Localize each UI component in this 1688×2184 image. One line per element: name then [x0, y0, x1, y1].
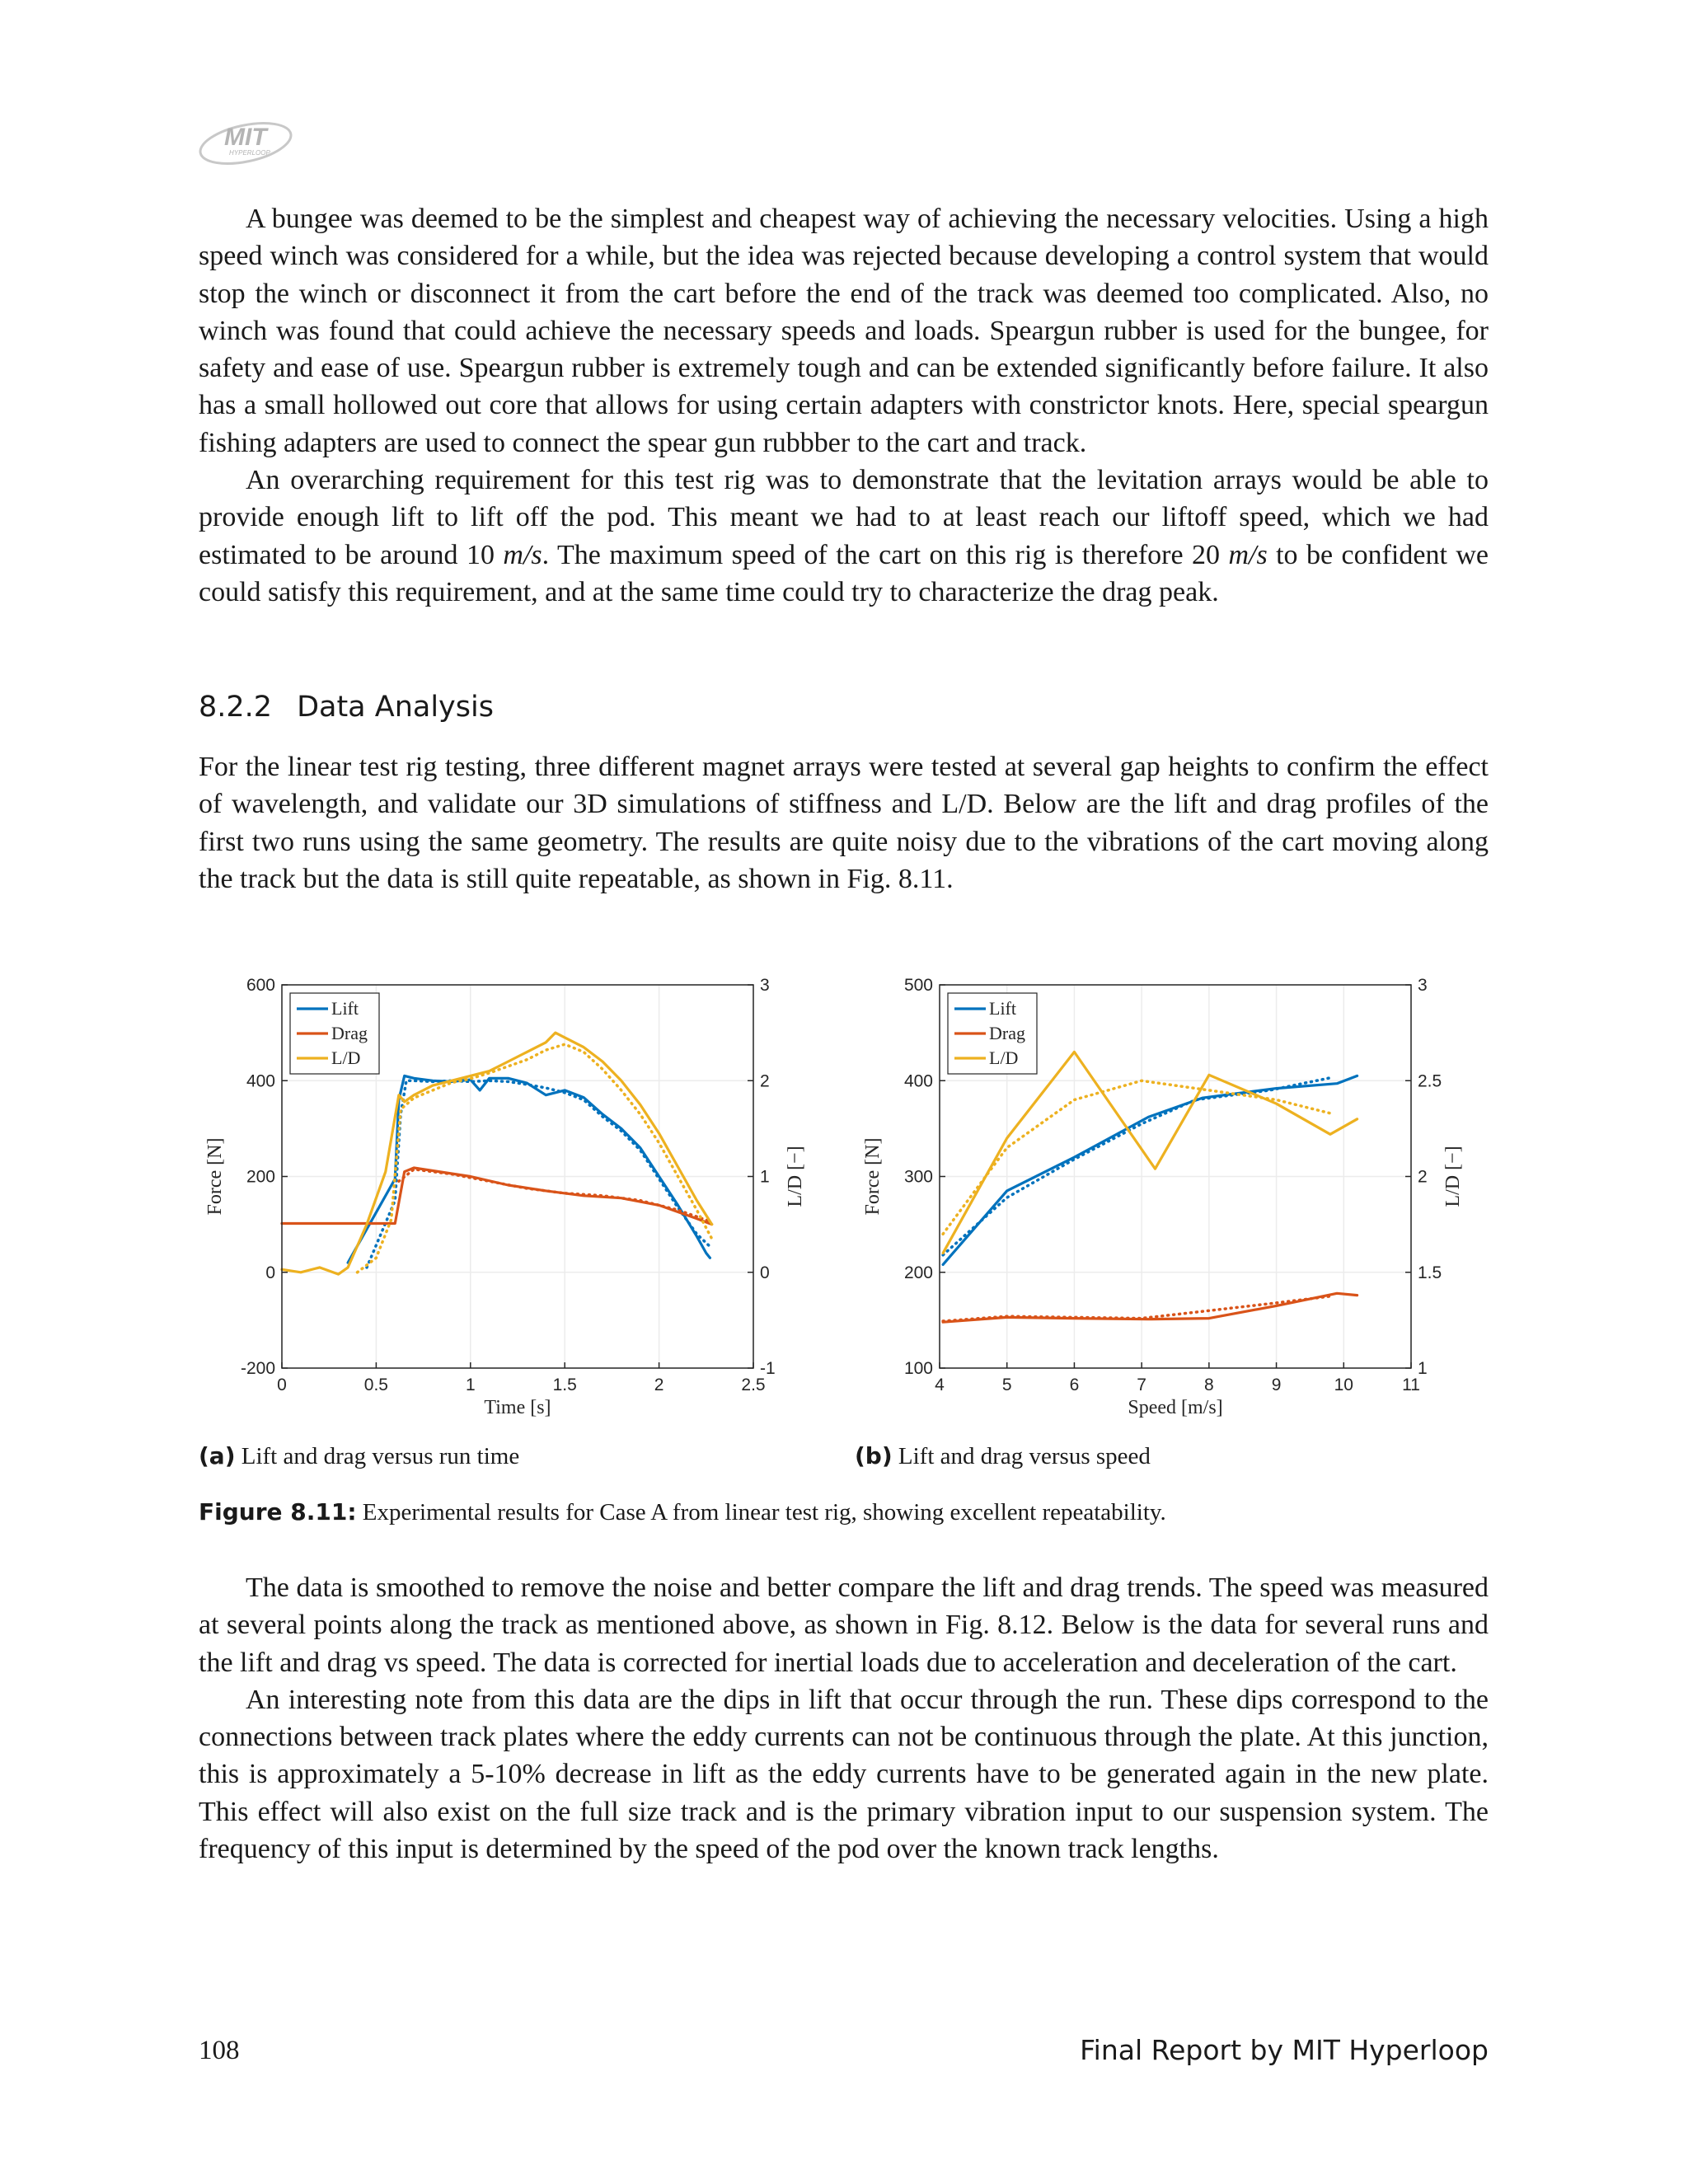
- chart-lift-drag-time: [190, 964, 832, 1434]
- y2-tick-label: 1.5: [1418, 1263, 1442, 1282]
- legend-label-l-d: L/D: [989, 1047, 1019, 1068]
- section-heading: [199, 691, 494, 724]
- body-text-section: [199, 748, 1489, 898]
- body-text-top: [199, 200, 1489, 611]
- x-tick-label: 4: [935, 1376, 945, 1394]
- unit-ms: m/s: [503, 539, 542, 570]
- y2-tick-label: 0: [760, 1263, 770, 1282]
- logo-subtext: HYPERLOOP: [229, 149, 270, 157]
- x-tick-label: 0.5: [363, 1376, 389, 1394]
- legend: [290, 993, 379, 1074]
- x-tick-label: 1: [465, 1376, 476, 1394]
- subcaption-a: (a) Lift and drag versus run time: [199, 1442, 520, 1469]
- x-tick-label: 5: [1001, 1376, 1012, 1394]
- x-tick-label: 8: [1204, 1376, 1214, 1394]
- figure-caption-text: Experimental results for Case A from linear test rig, showing excellent repeatability.: [362, 1499, 1166, 1526]
- y2-tick-label: 2: [760, 1071, 770, 1091]
- y-tick-label: -200: [240, 1359, 275, 1378]
- mit-hyperloop-logo: [196, 117, 303, 168]
- legend-label-lift: Lift: [989, 998, 1016, 1019]
- x-tick-label: 2: [654, 1376, 664, 1394]
- paragraph-bungee: A bungee was deemed to be the simplest and cheapest way of achieving the necessary velocities. Using a high speed winch was considered for a while, but the idea was rejected because developing a control system that would stop the winch or disconnect it from the cart before the end of the track was deemed too complicated. Also, no winch was found that could achieve the necessary speeds and loads. Speargun rubber is used for the bungee, for safety and ease of use. Speargun rubber is extremely tough and can be extended significantly before failure. It also has a small hollowed out core that allows for using certain adapters with constrictor knots. Here, special speargun fishing adapters are used to connect the spear gun rubbber to the cart and track.: [199, 204, 1489, 458]
- legend-label-lift: Lift: [331, 998, 359, 1019]
- x-axis-label: Time [s]: [484, 1397, 551, 1418]
- x-tick-label: 2.5: [741, 1376, 766, 1394]
- y2-axis-label: L/D [−]: [785, 1146, 806, 1207]
- chart-lift-drag-speed: [847, 964, 1490, 1434]
- y-tick-label: 600: [246, 976, 275, 995]
- y-tick-label: 0: [265, 1263, 275, 1282]
- unit-ms: m/s: [1228, 539, 1268, 570]
- y2-tick-label: 1: [760, 1167, 770, 1187]
- legend-label-l-d: L/D: [331, 1047, 361, 1068]
- x-tick-label: 0: [277, 1376, 287, 1394]
- subcaption-b: (b) Lift and drag versus speed: [855, 1442, 1151, 1469]
- legend: [948, 993, 1037, 1074]
- y-axis-label: Force [N]: [204, 1137, 226, 1216]
- page-number: 108: [199, 2036, 240, 2065]
- y-tick-label: 400: [903, 1071, 933, 1091]
- legend-label-drag: Drag: [989, 1023, 1025, 1043]
- y2-tick-label: 2: [1418, 1167, 1428, 1187]
- paragraph-smoothing: The data is smoothed to remove the noise and better compare the lift and drag trends. The speed was measured at several points along the track as mentioned above, as shown in Fig. 8.12. Below is the data for several runs and the lift and drag vs speed. The data is corrected for inertial loads due to acceleration and deceleration of the cart.: [199, 1572, 1489, 1678]
- footer-title: Final Report by MIT Hyperloop: [1080, 2034, 1489, 2066]
- section-number: 8.2.2: [199, 691, 273, 724]
- y-tick-label: 300: [903, 1167, 933, 1187]
- x-tick-label: 11: [1402, 1376, 1420, 1394]
- y2-tick-label: 2.5: [1418, 1071, 1442, 1091]
- x-axis-label: Speed [m/s]: [1128, 1397, 1223, 1418]
- y2-tick-label: 3: [760, 976, 770, 995]
- logo-text: MIT: [224, 124, 267, 151]
- y2-tick-label: 1: [1418, 1359, 1428, 1378]
- x-tick-label: 6: [1069, 1376, 1080, 1394]
- section-title: Data Analysis: [297, 691, 494, 724]
- paragraph-data-analysis: For the linear test rig testing, three different magnet arrays were tested at several gap heights to confirm the effect of wavelength, and validate our 3D simulations of stiffness and L/D. Below are the lift and drag profiles of the first two runs using the same geometry. The results are quite noisy due to the vibrations of the cart moving along the track but the data is still quite repeatable, as shown in Fig. 8.11.: [199, 752, 1489, 894]
- y2-tick-label: -1: [760, 1359, 776, 1378]
- y2-tick-label: 3: [1418, 976, 1428, 995]
- figure-label: Figure 8.11:: [199, 1498, 357, 1526]
- y-tick-label: 400: [246, 1071, 275, 1091]
- y-tick-label: 200: [246, 1167, 275, 1187]
- figure-caption: [199, 1498, 1166, 1526]
- x-tick-label: 7: [1137, 1376, 1146, 1394]
- paragraph-requirement: An overarching requirement for this test rig was to demonstrate that the levitation arrays would be able to provide enough lift to lift off the pod. This meant we had to at least reach our liftoff speed, which we had estimated to be around 10 m/s. The maximum speed of the cart on this rig is therefore 20 m/s to be confident we could satisfy this requirement, and at the same time could try to characterize the drag peak.: [199, 465, 1489, 607]
- x-tick-label: 9: [1271, 1376, 1282, 1394]
- y-axis-label: Force [N]: [862, 1137, 884, 1216]
- y-tick-label: 500: [903, 976, 933, 995]
- legend-label-drag: Drag: [331, 1023, 368, 1043]
- y-tick-label: 100: [903, 1359, 933, 1378]
- body-text-bottom: [199, 1569, 1489, 1868]
- paragraph-dips: An interesting note from this data are the dips in lift that occur through the run. These dips correspond to the connections between track plates where the eddy currents can not be continuous through the plate. At this junction, this is approximately a 5-10% decrease in lift as the eddy currents have to be generated again in the new plate. This effect will also exist on the full size track and is the primary vibration input to our suspension system. The frequency of this input is determined by the speed of the pod over the known track lengths.: [199, 1684, 1489, 1865]
- x-tick-label: 1.5: [552, 1376, 577, 1394]
- y2-axis-label: L/D [−]: [1442, 1146, 1464, 1207]
- x-tick-label: 10: [1334, 1376, 1353, 1394]
- y-tick-label: 200: [903, 1263, 933, 1282]
